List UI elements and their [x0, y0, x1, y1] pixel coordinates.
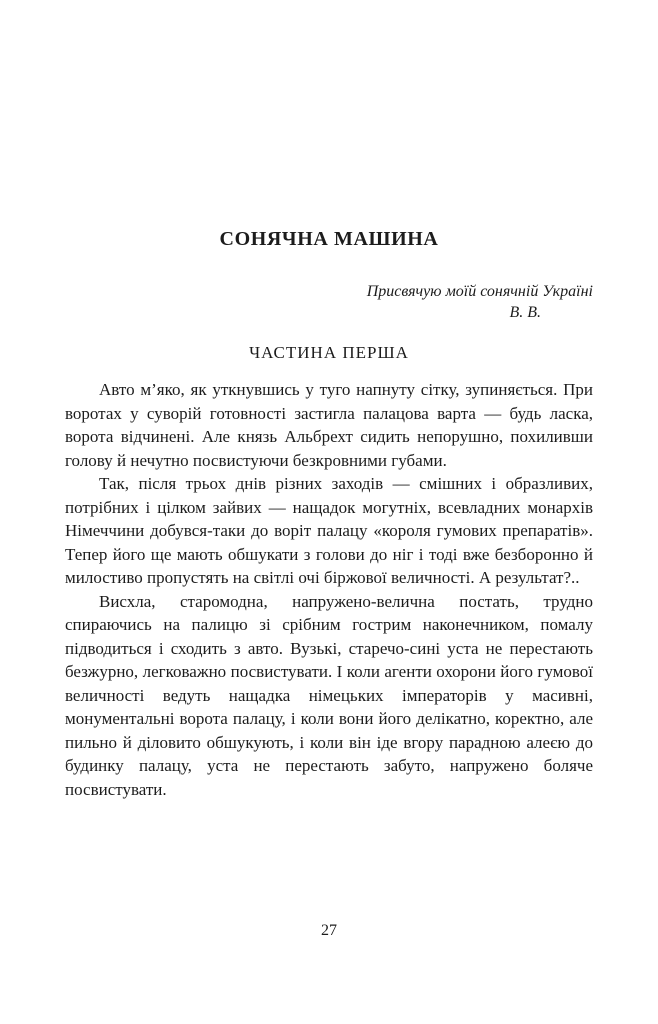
paragraph: Так, після трьох днів різних заходів — смішних і образливих, потрібних і цілком зайвих — нащадок могутніх, всевладних монархів Німеччини добувся-таки до воріт палацу «короля гумових препаратів». Тепер його ще мають обшукати з голови до ніг і тоді вже безборонно й милостиво пропустять на світлі очі біржової величності. А результат?..: [65, 474, 593, 587]
paragraph: Авто м’яко, як уткнувшись у туго напнуту сітку, зупиняється. При воротах у суворій готовності застигла палацова варта — будь ласка, ворота відчинені. Але князь Альбрехт сидить непорушно, похиливши голову й нечутно посвистуючи безкровними губами.: [65, 380, 593, 470]
paragraph: Висхла, старомодна, напружено-велична постать, трудно спираючись на палицю зі срібним гострим наконечником, помалу підводиться і сходить з авто. Вузькі, старечо-сині уста не перестають безжурно, легковажно посвистувати. І коли агенти охорони його гумової величності ведуть нащадка німецьких імператорів у масивні, монументальні ворота палацу, і коли вони його делікатно, коректно, але пильно й діловито обшукують, і коли він іде вгору парадною алеєю до будинку палацу, уста не перестають забуто, напружено боляче посвистувати.: [65, 591, 593, 799]
page-number: 27: [321, 922, 337, 939]
dedication-line: Присвячую моїй сонячній Україні: [366, 283, 593, 300]
section-heading: ЧАСТИНА ПЕРША: [249, 343, 409, 362]
dedication-initials: В. В.: [509, 304, 541, 321]
dedication: [65, 281, 593, 323]
book-title: СОНЯЧНА МАШИНА: [219, 228, 439, 250]
body-text: [65, 378, 593, 801]
